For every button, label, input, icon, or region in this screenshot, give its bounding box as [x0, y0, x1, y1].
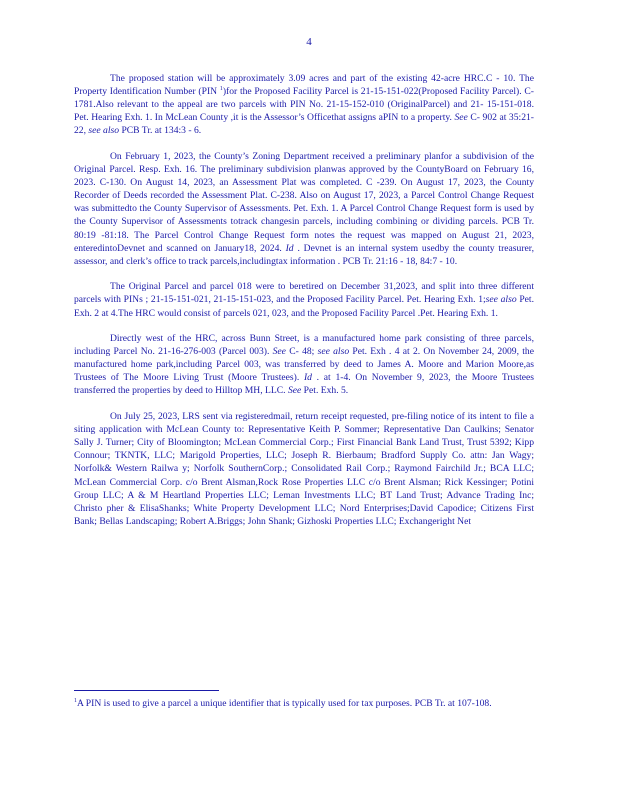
paragraph-text: C- 48; — [285, 346, 318, 358]
citation-signal: See — [454, 112, 468, 124]
footnote-reference: 1 — [219, 85, 223, 92]
citation-signal: Id — [303, 372, 312, 384]
paragraph-text: )for the Proposed Facility Parcel is 21-15-151-022(Proposed Facility Parcel). C-1781.Also relevant to the appeal are two parcels with PIN No. 21-15-152-010 (OriginalParcel) and 21- 15-151-018. Pet. Hearing Exh. 1. In McLean County ,it is the Assessor’s Officethat assigns aPIN to a property. — [74, 86, 534, 124]
paragraph-text: Pet. Exh. 5. — [301, 385, 349, 397]
citation-signal: see also — [88, 125, 120, 137]
paragraph — [74, 150, 534, 268]
paragraph-text: On July 25, 2023, LRS sent via registeredmail, return receipt requested, pre-filing notice of its intent to file a siting application with McLean County to: Representative Keith P. Sommer; Representative Dan Caulkins; Senator Sally J. Turner; City of Bloomington; McLean Commercial Corp.; First Financial Bank Land Trust, Trust 5392; Kipp Connour; TKNTK, LLC; Marigold Properties, LLC; Joseph R. Bierbaum; Bradford Supply Co. attn: Jan Wagy; Norfolk& Western Railwa y; Norfolk SouthernCorp.; Consolidated Rail Corp.; Raymond Fairchild Jr.; BCA LLC; McLean Commercial Corp. c/o Brent Alsman,Rock Rose Properties LLC c/o Brent Alsman; Rick Kessinger; Potini Group LLC; A & M Heartland Properties LLC; Leman Investments LLC; BT Land Trust; Advance Trading Inc; Christo pher & ElisaShanks; White Property Development LLC; Nord Enterprises;David Capodice; Citizens First Bank; Bellas Landscaping; Robert A.Briggs; John Shank; Gizhoski Properties LLC; Exchangeright Net — [74, 411, 534, 527]
paragraph-text: . at 1-4. On November 9, 2023, the Moore Trustees transferred the properties by deed to Hilltop MH, LLC. — [74, 372, 534, 397]
paragraph — [74, 410, 534, 528]
footnote — [74, 697, 534, 710]
paragraph-text: The proposed station will be approximately 3.09 acres and part of the existing 42-acre HRC.C - 10. The Property Identification Number (PIN — [74, 73, 534, 98]
paragraph — [74, 280, 534, 319]
paragraph — [74, 332, 534, 397]
footnote-text: A PIN is used to give a parcel a unique identifier that is typically used for tax purposes. PCB Tr. at 107-108. — [77, 698, 492, 709]
footnote-marker: 1 — [74, 697, 77, 704]
footnote-divider — [74, 690, 219, 691]
citation-signal: see also — [317, 346, 350, 358]
paragraph-text: C- 902 at 35:21-22, — [74, 112, 534, 137]
page-number: 4 — [306, 36, 312, 48]
paragraph-text: On February 1, 2023, the County’s Zoning Department received a preliminary planfor a subdivision of the Original Parcel. Resp. Exh. 16. The preliminary subdivision planwas approved by the CountyBoard on February 16, 2023. C-130. On August 14, 2023, an Assessment Plat was completed. C -239. On August 17, 2023, the County Recorder of Deeds recorded the Assessment Plat. C-238. Also on August 17, 2023, a Parcel Control Change Request was submittedto the County Supervisor of Assessments. Pet. Exh. 1. A Parcel Control Change Request form is used by the County Supervisor of Assessments totrack changesin parcels, including combining or dividing parcels. PCB Tr. 80:19 -81:18. The Parcel Control Change Request form notes the request was mapped on August 21, 2023, enteredintoDevnet and scanned on January18, 2024. — [74, 150, 534, 254]
paragraph-text: The Original Parcel and parcel 018 were to beretired on December 31,2023, and split into three different parcels with PINs ; 21-15-151-021, 21-15-151-023, and the Proposed Facility Parcel. Pet. Hearing Exh. 1; — [74, 281, 534, 306]
citation-signal: see also — [485, 294, 517, 306]
paragraph-text: Directly west of the HRC, across Bunn Street, is a manufactured home park consisting of three parcels, including Parcel No. 21-16-276-003 (Parcel 003). — [74, 333, 534, 358]
citation-signal: See — [287, 385, 302, 397]
paragraph-text: . Devnet is an internal system usedby the county treasurer, assessor, and clerk’s office to track parcels,includingtax information . PCB Tr. 21:16 - 18, 84:7 - 10. — [74, 242, 534, 267]
body-text — [74, 72, 534, 540]
paragraph-text: Pet. Exh. 2 at 4.The HRC would consist of parcels 021, 023, and the Proposed Facility Parcel .Pet. Hearing Exh. 1. — [74, 294, 534, 319]
paragraph — [74, 72, 534, 137]
paragraph-text: PCB Tr. at 134:3 - 6. — [119, 125, 202, 137]
paragraph-text: Pet. Exh . 4 at 2. On November 24, 2009, the manufactured home park,including Parcel 003, was transferred by deed to James A. Moore and Marion Moore,as Trustees of The Moore Living Trust (Moore Trustees). — [74, 346, 534, 384]
citation-signal: See — [272, 346, 286, 358]
citation-signal: Id — [285, 242, 294, 254]
